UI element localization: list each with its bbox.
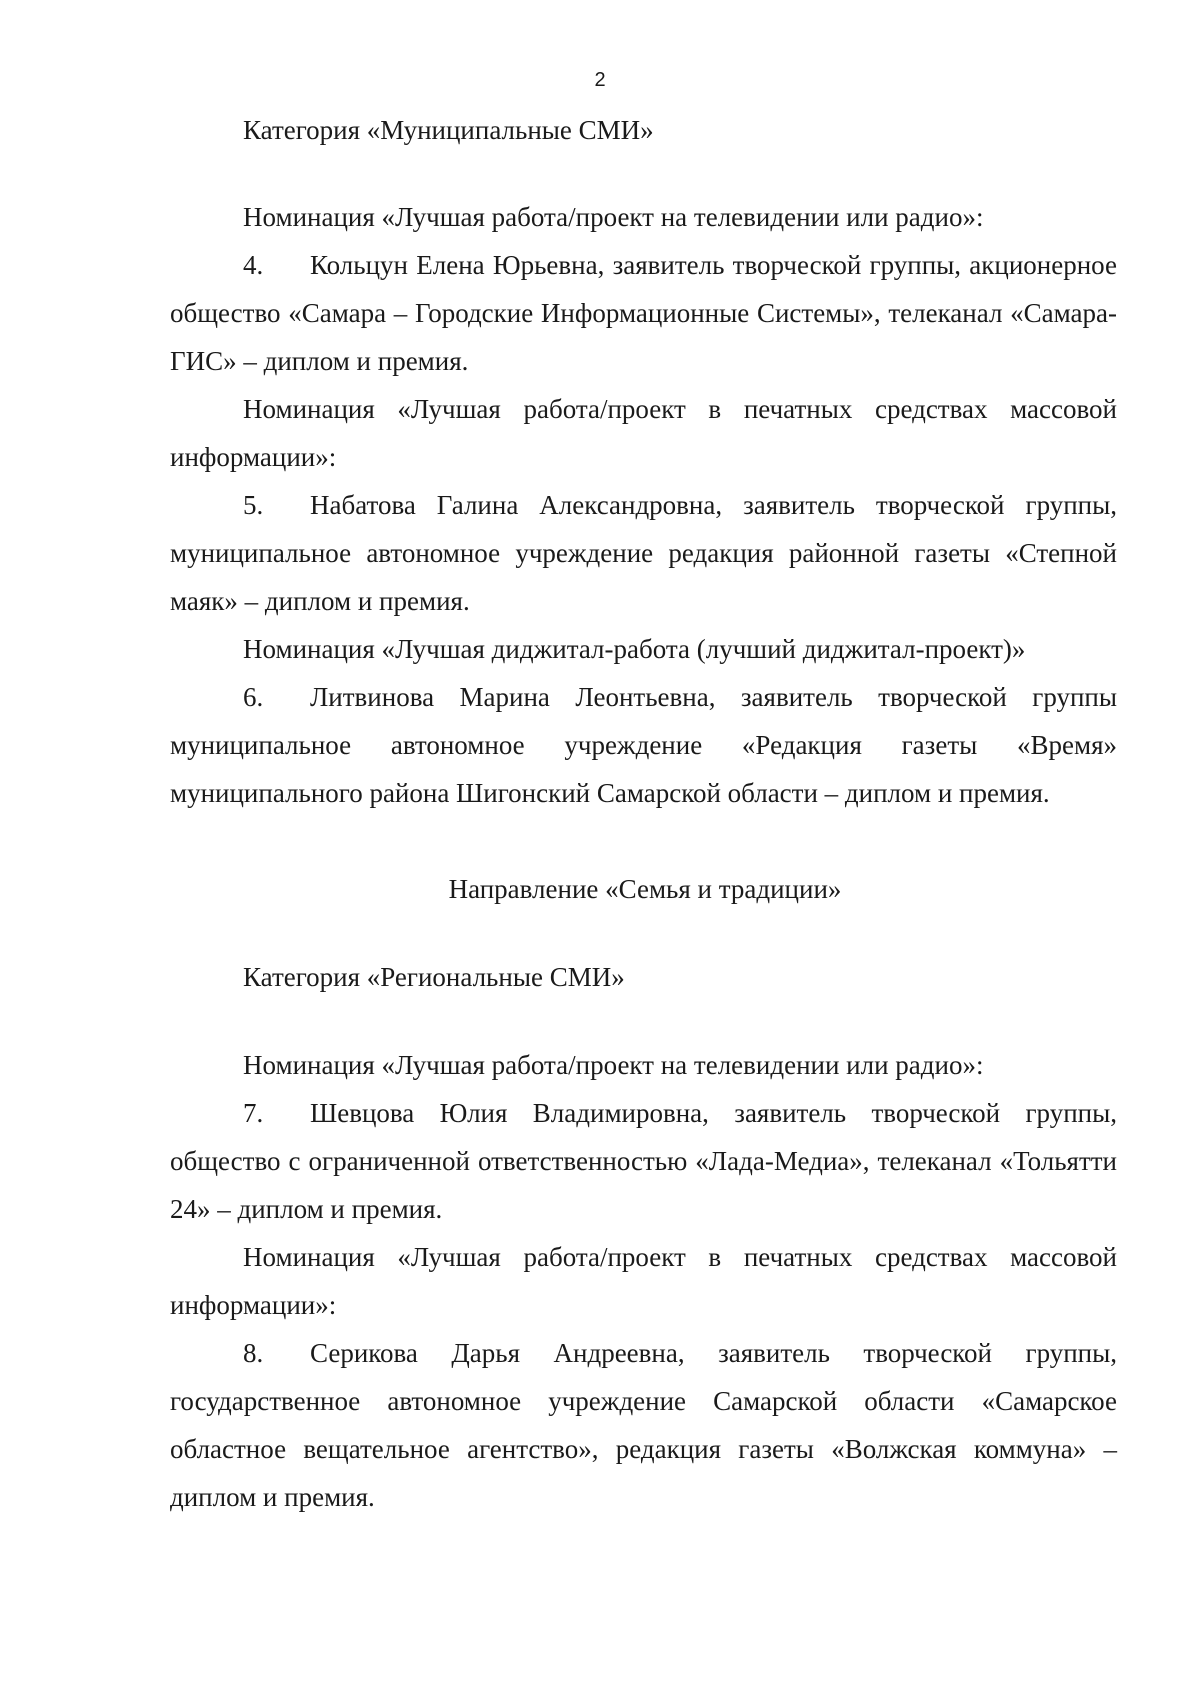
direction-heading: Направление «Семья и традиции» bbox=[448, 874, 842, 904]
nomination-heading: Номинация «Лучшая диджитал-работа (лучший диджитал-проект)» bbox=[243, 634, 1026, 664]
category-heading: Категория «Региональные СМИ» bbox=[243, 962, 625, 992]
nomination-heading: Номинация «Лучшая работа/проект в печатных средствах массовой информации»: bbox=[170, 1242, 1117, 1320]
category-heading: Категория «Муниципальные СМИ» bbox=[243, 115, 654, 145]
award-item bbox=[170, 481, 1117, 625]
item-text: Литвинова Марина Леонтьевна, заявитель творческой группы муниципальное автономное учреждение «Редакция газеты «Время» муниципального района Шигонский Самарской области – диплом и премия. bbox=[170, 682, 1117, 808]
item-number: 5. bbox=[243, 490, 264, 520]
item-number: 8. bbox=[243, 1338, 264, 1368]
award-item bbox=[170, 1089, 1117, 1233]
item-text: Шевцова Юлия Владимировна, заявитель творческой группы, общество с ограниченной ответственностью «Лада-Медиа», телеканал «Тольятти 24» – диплом и премия. bbox=[170, 1098, 1117, 1224]
item-number: 4. bbox=[243, 250, 264, 280]
award-item bbox=[170, 1329, 1117, 1521]
nomination-heading: Номинация «Лучшая работа/проект на телевидении или радио»: bbox=[243, 1050, 984, 1080]
item-number: 7. bbox=[243, 1098, 264, 1128]
item-text: Набатова Галина Александровна, заявитель творческой группы, муниципальное автономное учреждение редакция районной газеты «Степной маяк» – диплом и премия. bbox=[170, 490, 1117, 616]
item-text: Кольцун Елена Юрьевна, заявитель творческой группы, акционерное общество «Самара – Городские Информационные Системы», телеканал «Самара-ГИС» – диплом и премия. bbox=[170, 250, 1117, 376]
nomination-heading: Номинация «Лучшая работа/проект на телевидении или радио»: bbox=[243, 202, 984, 232]
item-number: 6. bbox=[243, 682, 264, 712]
award-item bbox=[170, 673, 1117, 817]
item-text: Серикова Дарья Андреевна, заявитель творческой группы, государственное автономное учреждение Самарской области «Самарское областное вещательное агентство», редакция газеты «Волжская коммуна» – диплом и премия. bbox=[170, 1338, 1117, 1512]
award-item bbox=[170, 241, 1117, 385]
page-number: 2 bbox=[594, 69, 606, 91]
nomination-heading: Номинация «Лучшая работа/проект в печатных средствах массовой информации»: bbox=[170, 394, 1117, 472]
